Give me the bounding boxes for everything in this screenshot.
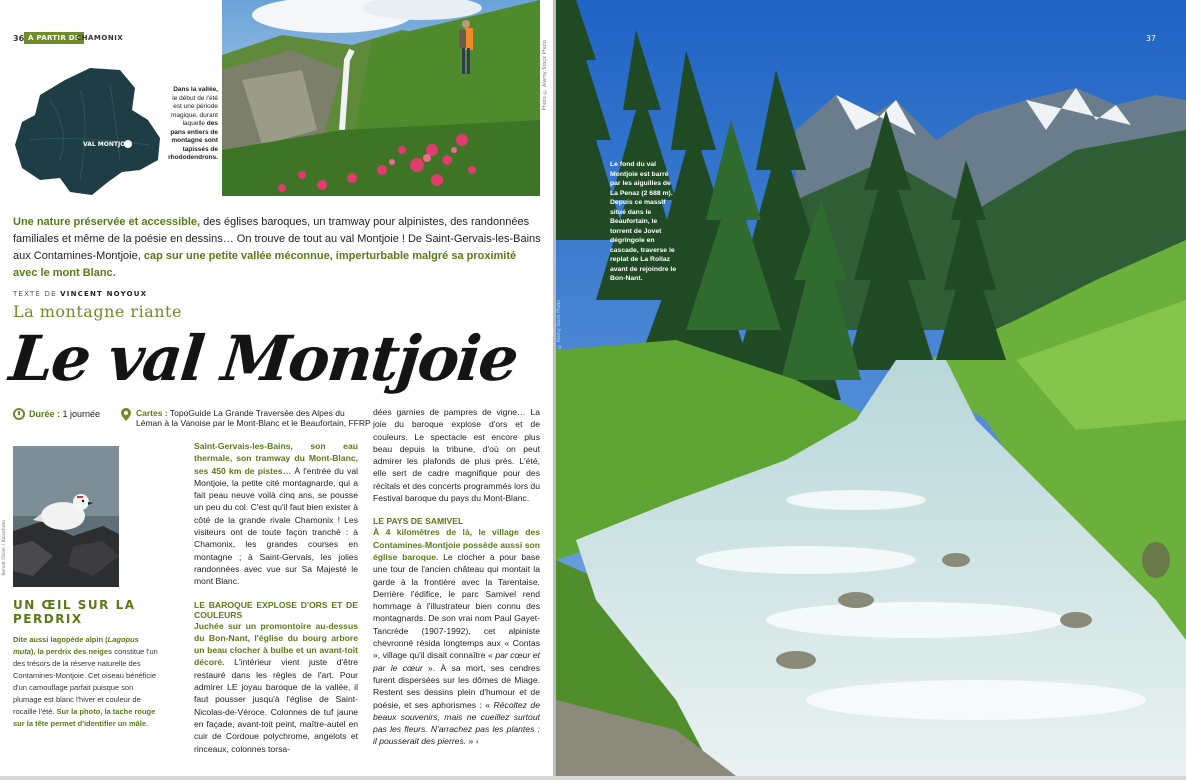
caption-top-bold: Dans la vallée, — [173, 86, 218, 93]
partridge-photo — [13, 446, 119, 587]
location-pin-icon — [121, 408, 131, 421]
col2-p2-italic-1: par cœur et par le cœur — [373, 650, 540, 673]
byline — [13, 290, 147, 298]
section-place: CHAMONIX — [76, 34, 124, 42]
kicker: La montagne riante — [13, 302, 182, 321]
info-maps — [121, 408, 371, 428]
photo-caption-top — [168, 86, 218, 163]
byline-prefix: TEXTE DE — [13, 290, 61, 298]
article-column-2 — [373, 406, 540, 748]
duration-value: 1 journée — [60, 409, 101, 419]
end-arrow-icon: › — [475, 736, 479, 747]
box-bold-1b: ), la perdrix des neiges — [30, 647, 113, 656]
col2-p2-text-2: ». À sa mort, ses cendres furent dispersées sur les dômes de Miage. Restent ses dessins plein d'humour et de poésie, et ses aphorismes : « — [373, 662, 540, 710]
box-bold-1: Dite aussi lagopède alpin ( — [13, 635, 108, 644]
map-label: VAL MONTJOIE — [83, 141, 132, 148]
box-italic: Lagopus muta — [13, 635, 139, 656]
photo-credit-top: Photo © Alamy Stock Photo — [542, 40, 548, 111]
box-body: constitue l'un des trésors de la réserve naturelle des Contamines-Montjoie. Cet oiseau bénéficie d'un camouflage parfait puisque son plumage est blanc l'hiver et couleur de rocaille l'été. — [13, 647, 158, 716]
lead-highlight-2: cap sur une petite vallée méconnue, imperturbable malgré sa proximité avec le mont Blanc. — [13, 250, 517, 279]
lead-paragraph — [13, 214, 543, 282]
maps-label: Cartes : — [136, 408, 168, 418]
caption-top-bold2: des pans entiers de montagne sont tapissés de rhododendrons. — [168, 120, 218, 161]
box-title: UN ŒIL SUR LA PERDRIX — [13, 598, 136, 626]
photo-credit-bird: Benoit Dizier / Biosphoto — [2, 520, 7, 576]
info-duration — [13, 408, 100, 420]
col1-p1-text: L'intérieur vient juste d'être restauré dans les règles de l'art. Pour admirer LE joyau baroque de la vallée, il faut pousser jusqu'à l'église de Saint-Nicolas-de-Véroce. Colonnes de tuf jaune en façade, avant-toit peint, maître-autel en cuir de Cordoue polychrome, angelots et rinceaux, colonnes torsa- — [194, 657, 358, 754]
photo-credit-right: © Alamy Stock Photo — [557, 300, 562, 349]
byline-author: VINCENT NOYOUX — [60, 290, 148, 298]
col1-intro-text: À l'entrée du val Montjoie, la petite cité montagnarde, qui a fait peau neuve voilà cinq ans, se pousse un peu du col. C'est qu'il faut bien exister à côté de la grande rivale Chamonix ! Les visiteurs ont de toute façon tranché : à Chamonix, les grandes courses en montagne ; à Saint-Gervais, les jolies randonnées avec vue sur Sa Majesté le mont Blanc. — [194, 465, 359, 587]
clock-icon — [13, 408, 25, 420]
page-number-left: 36 — [13, 34, 25, 43]
col2-p0: dées garnies de pampres de vigne… La joie du baroque explose d'ors et de couleurs. Le spectacle est encore plus beau depuis la tribune, d'où on peut admirer les plafonds de plus près. L'été, elle sert de cadre magnifique pour des récitals et des concerts programmés lors du Festival baroque du pays du Mont-Blanc. — [373, 407, 540, 504]
val-montjoie-map — [10, 60, 165, 200]
col1-p1-bold: Juchée sur un promontoire au-dessus du Bon-Nant, l'église du bourg arbore un beau clocher à bulbe et un avant-toit décoré. — [194, 620, 358, 668]
box-text — [13, 634, 158, 730]
col2-p2-text: Le clocher a pour base une tour de l'ancien château qui montait la garde à la frontière avec la Tarentaise. Derrière l'édifice, le parc Samivel rend hommage à l'illustrateur bien connu des montagnards. De son vrai nom Paul Gayet-Tancrède (1907-1992), cet alpiniste chevronné résida longtemps aux « Contas », village qu'il disait connaître « — [373, 551, 540, 661]
section-badge: À PARTIR DE — [24, 32, 84, 44]
col2-p2-bold: À 4 kilomètres de là, le village des Contamines-Montjoie possède aussi son église baroque. — [373, 527, 540, 562]
subheading-samivel: LE PAYS DE SAMIVEL — [373, 516, 464, 527]
torrent-landscape-photo — [556, 0, 1186, 776]
subheading-baroque: LE BAROQUE EXPLOSE D'ORS ET DE COULEURS — [194, 599, 358, 620]
article-column-1 — [194, 440, 358, 755]
box-bold-2: Sur la photo, la tache rouge sur la tête permet d'identifier un mâle. — [13, 707, 156, 728]
rhododendron-photo — [222, 0, 540, 196]
col2-paragraph — [373, 526, 540, 747]
caption-right-text: Le fond du val Montjoie est barré par les aiguilles de La Penaz (2 688 m). Depuis ce massif situé dans le Beaufortain, le torrent de Jovet dégringole en cascade, traverse le replat de La Rollaz avant de rejoindre le Bon-Nant. — [610, 161, 677, 282]
lead-text: des églises baroques, un tramway pour alpinistes, des randonnées familiales et même de la poésie en dessins… On trouve de tout au val Montjoie ! De Saint-Gervais-les-Bains aux Contamines-Montjoie, — [13, 216, 541, 262]
col1-intro — [194, 440, 358, 588]
maps-value: TopoGuide La Grande Traversée des Alpes du Léman à la Vanoise par le Mont-Blanc et le Beaufortain, FFRP — [136, 408, 371, 428]
col2-p2-end: » — [466, 736, 474, 747]
caption-top-text: le début de l'été est une période magique, durant laquelle — [171, 94, 218, 127]
left-page — [0, 0, 553, 776]
duration-label: Durée : — [29, 409, 61, 419]
right-page-photo — [556, 0, 1186, 776]
lead-highlight-1: Une nature préservée et accessible, — [13, 216, 201, 228]
col1-intro-bold: Saint-Gervais-les-Bains, son eau thermale, son tramway du Mont-Blanc, ses 450 km de pistes… — [194, 441, 358, 476]
photo-caption-right — [610, 160, 680, 284]
col1-paragraph — [194, 620, 358, 755]
page-number-right: 37 — [1145, 34, 1156, 43]
page-title: Le val Montjoie — [6, 322, 521, 395]
col2-p2-italic-2: Récoltez de beaux souvenirs, mais ne cueillez surtout pas les fleurs. N'arrachez pas les plantes : il pousserait des pierres. — [373, 699, 540, 747]
